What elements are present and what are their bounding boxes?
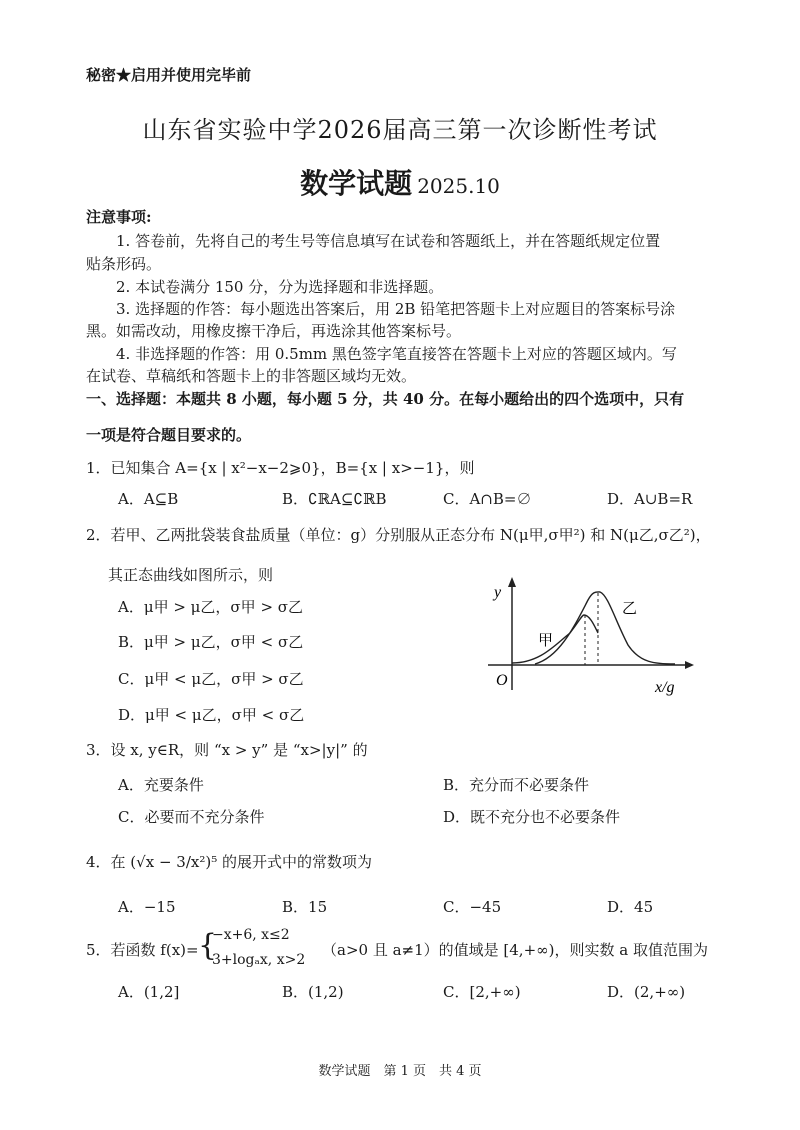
subject-line bbox=[0, 162, 800, 202]
x-axis-arrow-icon bbox=[685, 661, 694, 669]
q4-option-b: B．15 bbox=[282, 898, 328, 916]
q3-option-b: B．充分而不必要条件 bbox=[443, 776, 590, 794]
q2-option-b: B．μ甲 > μ乙，σ甲 < σ乙 bbox=[118, 633, 304, 651]
question-4-stem: 4．在 (√x − 3/x²)⁵ 的展开式中的常数项为 bbox=[86, 853, 372, 871]
section-heading: 一、选择题：本题共 8 小题，每小题 5 分，共 40 分。在每小题给出的四个选项中，只有 bbox=[86, 390, 685, 408]
notice-item: 贴条形码。 bbox=[86, 255, 162, 273]
notice-item: 2. 本试卷满分 150 分，分为选择题和非选择题。 bbox=[116, 278, 444, 296]
q2-option-a: A．μ甲 > μ乙，σ甲 > σ乙 bbox=[118, 598, 304, 616]
question-2-stem-cont: 其正态曲线如图所示，则 bbox=[108, 566, 274, 584]
q1-option-b: B．∁ℝA⊆∁ℝB bbox=[282, 490, 387, 508]
q1-option-c: C．A∩B=∅ bbox=[443, 490, 532, 508]
y-axis-arrow-icon bbox=[508, 577, 516, 587]
q5-option-c: C．[2,+∞) bbox=[443, 983, 521, 1001]
curve-jia-label: 甲 bbox=[538, 631, 554, 649]
y-axis-label: y bbox=[494, 584, 502, 601]
confidential-label: 秘密★启用并使用完毕前 bbox=[86, 66, 252, 84]
exam-title: 山东省实验中学2026届高三第一次诊断性考试 bbox=[142, 116, 658, 144]
piece-1: −x+6, x≤2 bbox=[212, 927, 290, 943]
question-1-stem: 1．已知集合 A={x | x²−x−2⩾0}，B={x | x>−1}，则 bbox=[86, 459, 475, 477]
q4-option-a: A．−15 bbox=[118, 898, 176, 916]
notice-item: 4. 非选择题的作答：用 0.5mm 黑色签字笔直接答在答题卡上对应的答题区域内。写 bbox=[116, 345, 677, 363]
q3-option-a: A．充要条件 bbox=[118, 776, 204, 794]
q4-option-d: D．45 bbox=[607, 898, 654, 916]
q2-option-c: C．μ甲 < μ乙，σ甲 > σ乙 bbox=[118, 670, 304, 688]
q3-option-d: D．既不充分也不必要条件 bbox=[443, 808, 621, 826]
q5-option-b: B．(1,2) bbox=[282, 983, 344, 1001]
question-5-stem-pre: 5．若函数 f(x)= bbox=[86, 941, 199, 959]
question-5-stem-post: （a>0 且 a≠1）的值域是 [4,+∞)，则实数 a 取值范围为 bbox=[322, 941, 708, 959]
question-2-stem: 2．若甲、乙两批袋装食盐质量（单位：g）分别服从正态分布 N(μ甲,σ甲²) 和 N(μ乙,σ乙²)， bbox=[86, 526, 711, 544]
q5-option-d: D．(2,+∞) bbox=[607, 983, 686, 1001]
normal-curves-figure bbox=[480, 575, 700, 700]
section-heading-cont: 一项是符合题目要求的。 bbox=[86, 426, 252, 444]
notice-heading: 注意事项: bbox=[86, 208, 152, 226]
brace: { bbox=[198, 928, 218, 963]
q1-option-d: D．A∪B=R bbox=[607, 490, 693, 508]
subject-title: 数学试题 bbox=[300, 167, 413, 200]
q1-option-a: A．A⊆B bbox=[118, 490, 179, 508]
q5-option-a: A．(1,2] bbox=[118, 983, 180, 1001]
curve-yi-label: 乙 bbox=[622, 599, 638, 617]
q3-option-c: C．必要而不充分条件 bbox=[118, 808, 265, 826]
q2-option-d: D．μ甲 < μ乙，σ甲 < σ乙 bbox=[118, 706, 305, 724]
notice-item: 在试卷、草稿纸和答题卡上的非答题区域均无效。 bbox=[86, 367, 417, 385]
exam-date: 2025.10 bbox=[417, 174, 500, 198]
curve-yi bbox=[535, 592, 675, 664]
origin-label: O bbox=[496, 672, 508, 689]
notice-item: 黑。如需改动，用橡皮擦干净后，再选涂其他答案标号。 bbox=[86, 322, 462, 340]
q4-option-c: C．−45 bbox=[443, 898, 502, 916]
x-axis-label: x/g bbox=[655, 679, 675, 696]
question-3-stem: 3．设 x, y∈R，则 “x > y” 是 “x>|y|” 的 bbox=[86, 741, 368, 759]
notice-item: 1. 答卷前，先将自己的考生号等信息填写在试卷和答题纸上，并在答题纸规定位置 bbox=[116, 232, 661, 250]
page-footer: 数学试题 第 1 页 共 4 页 bbox=[318, 1064, 482, 1079]
piece-2: 3+logₐx, x>2 bbox=[212, 952, 306, 968]
notice-item: 3. 选择题的作答：每小题选出答案后，用 2B 铅笔把答题卡上对应题目的答案标号涂 bbox=[116, 300, 676, 318]
